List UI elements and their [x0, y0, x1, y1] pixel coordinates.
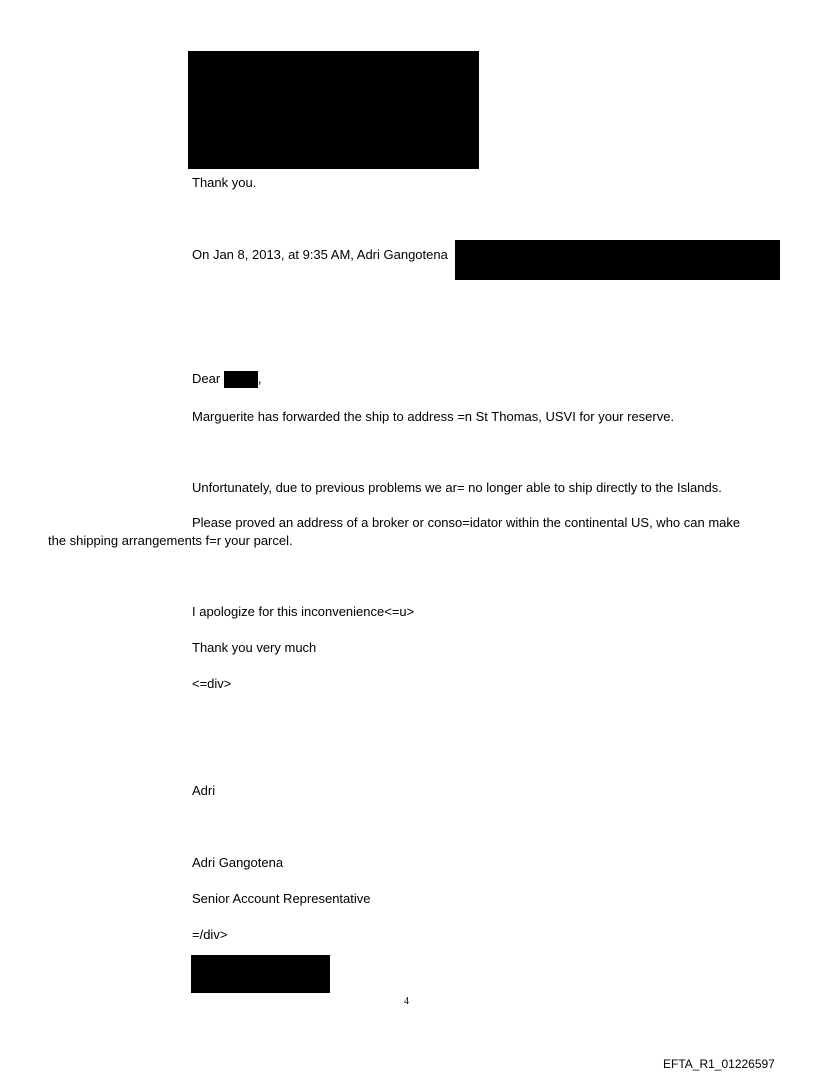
greeting-line — [192, 371, 261, 388]
apology-line: I apologize for this inconvenience<=u> — [192, 604, 415, 619]
div-open-line: <=div> — [192, 676, 232, 691]
bates-number: EFTA_R1_01226597 — [663, 1057, 775, 1071]
paragraph-1: Marguerite has forwarded the ship to address =n St Thomas, USVI for your reserve. — [192, 409, 675, 424]
div-close-line: =/div> — [192, 927, 228, 942]
thanks-line: Thank you. — [192, 175, 257, 190]
paragraph-3-line-2: the shipping arrangements f=r your parcel. — [48, 533, 293, 548]
greeting-suffix: , — [257, 371, 262, 386]
signature-title: Senior Account Representative — [192, 891, 371, 906]
signature-name: Adri Gangotena — [192, 855, 284, 870]
redaction-inline-name — [224, 371, 258, 388]
greeting-prefix: Dear — [192, 371, 221, 386]
redaction-block-signature — [191, 955, 330, 993]
redaction-block-top — [188, 51, 479, 169]
page-number: 4 — [404, 996, 409, 1007]
signoff-line: Adri — [192, 783, 216, 798]
redaction-block-email-address — [455, 240, 780, 280]
paragraph-3-line-1: Please proved an address of a broker or conso=idator within the continental US, who can make — [192, 515, 741, 530]
email-header-line: On Jan 8, 2013, at 9:35 AM, Adri Gangotena — [192, 247, 448, 262]
paragraph-2: Unfortunately, due to previous problems we ar= no longer able to ship directly to the Islands. — [192, 480, 722, 495]
thanks-closing-line: Thank you very much — [192, 640, 317, 655]
